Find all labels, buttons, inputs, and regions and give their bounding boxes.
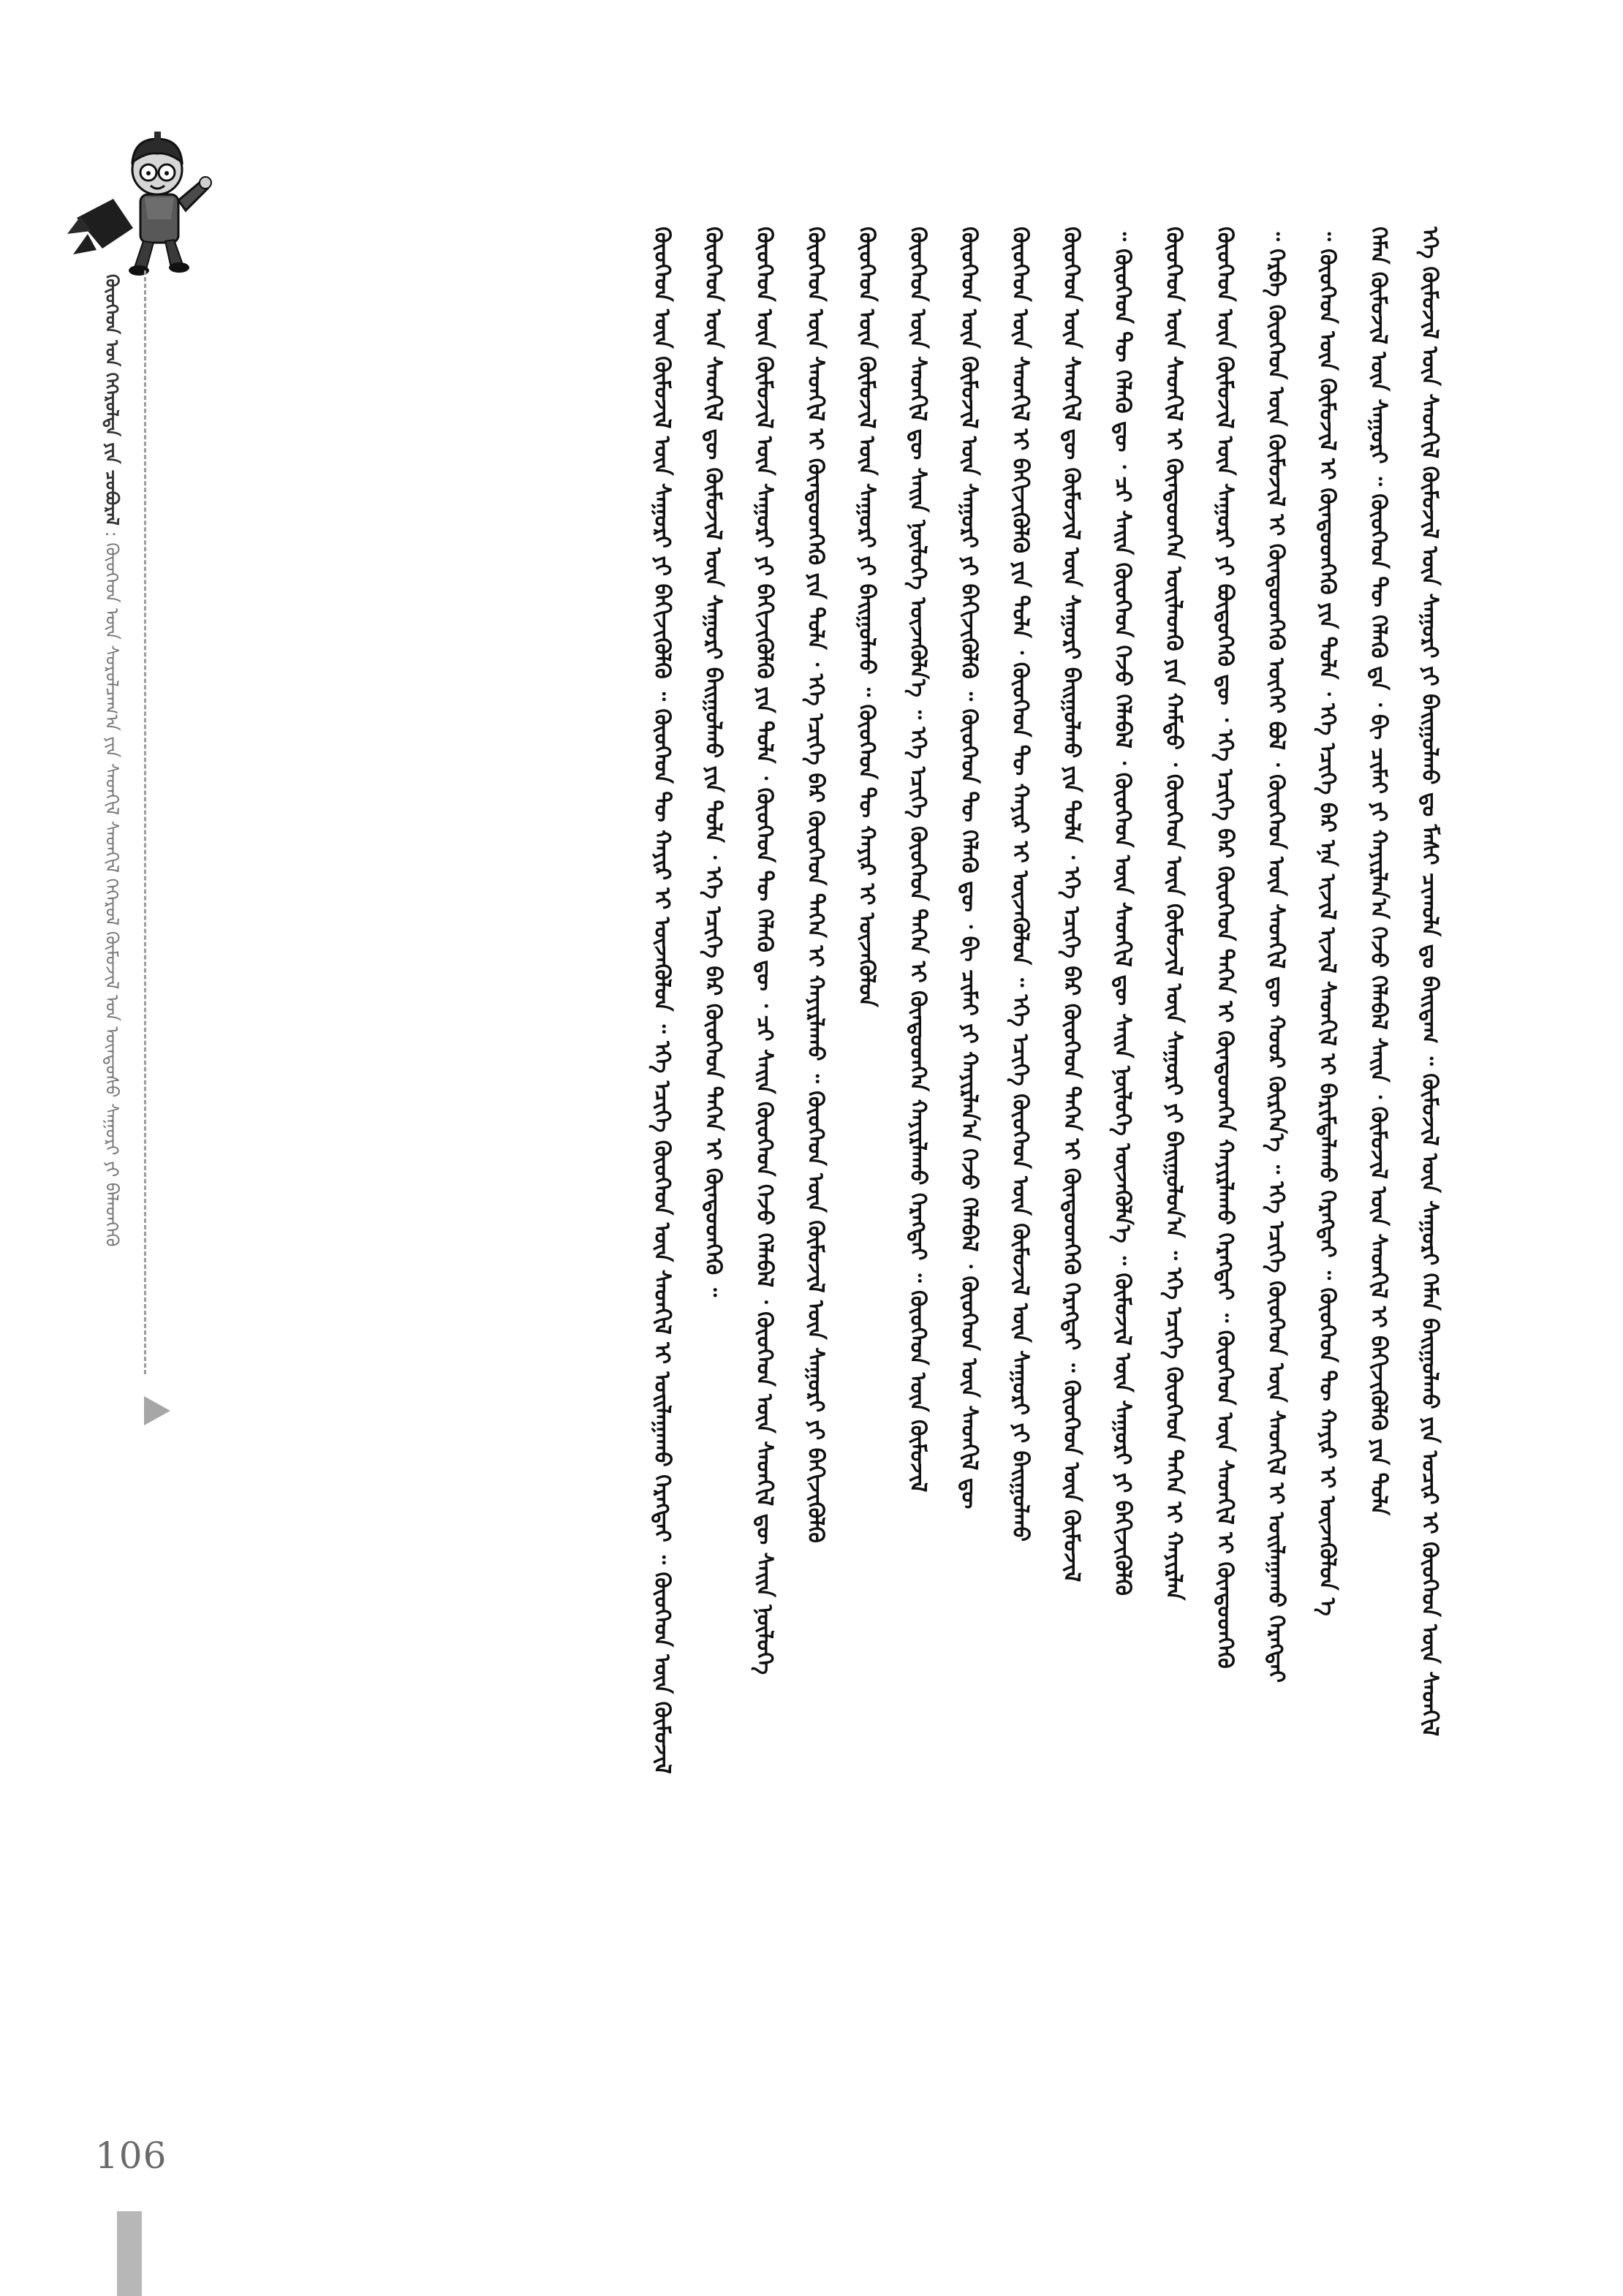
text-column: ᠬᠦᠦᠬᠡᠳ ᠦᠨ ᠰᠡᠳᠬᠢᠯ ᠳᠦ ᠬᠦᠮᠦᠵᠢᠯ ᠦᠨ ᠰᠠᠭᠤᠷᠢ ᠪᠠᠢᠭᠤᠯᠬᠤ ᠶᠢᠨ ᠲᠤᠯᠠ ᠂ ᠡᠬᠡ ᠡᠴᠢᠭᠡ ᠪᠡᠷ ᠬᠦᠦᠬᠡᠳ ᠲᠡᠭᠡᠨ ᠢ ᠬᠦᠨᠳᠦᠳᠬᠡᠬᠦ ᠃ [700,227,726,1297]
text-column: ᠬᠦᠦᠬᠡᠳ ᠦᠨ ᠰᠡᠳᠬᠢᠯ ᠳᠦ ᠰᠠᠢᠨ ᠨᠦᠯᠦᠭᠡ ᠦᠵᠡᠭᠦᠯᠨ᠎ᠡ ᠃ ᠡᠬᠡ ᠡᠴᠢᠭᠡ ᠬᠦᠦᠬᠡᠳ ᠲᠡᠭᠡᠨ ᠢ ᠬᠦᠨᠳᠦᠳᠬᠡᠨ ᠬᠠᠶᠢᠷᠯᠠᠬᠤ ᠬᠡᠷᠡᠭᠲᠡᠢ ᠃ ᠬᠦᠦᠬᠡᠳ ᠦᠨ ᠬᠦᠮᠦᠵᠢᠯ [905,227,931,1493]
text-column: ᠡᠬᠡ ᠬᠦᠮᠦᠵᠢᠯ ᠦᠨ ᠰᠡᠳᠬᠢᠯ ᠬᠦᠮᠦᠵᠢᠯ ᠦᠨ ᠰᠠᠭᠤᠷᠢ ᠶᠢ ᠪᠠᠢᠭᠤᠯᠬᠤ ᠳᠤ ᠮᠠᠰᠢ ᠴᠢᠬᠤᠯᠠ ᠳᠤ ᠪᠠᠢᠳᠠᠭ ᠃ ᠬᠦᠮᠦᠵᠢᠯ ᠦᠨ ᠰᠠᠭᠤᠷᠢ ᠬᠡᠮᠡᠨ ᠪᠠᠢᠭᠤᠯᠬᠤ ᠶᠢᠨ ᠤᠴᠢᠷ ᠢ ᠬᠦᠦᠬᠡᠳ ᠦᠨ ᠰᠡᠳᠬᠢᠯ [1417,227,1442,1737]
running-header-text: ᠬᠦᠦᠬᠡᠳ ᠦᠨ ᠰᠤᠷᠤᠯᠴᠠᠭ᠎ᠠ ᠶᠢᠨ ᠰᠡᠳᠬᠢᠯ ᠰᠡᠳᠬᠢᠯ ᠭᠡᠭᠡᠷᠦᠯ ᠬᠦᠮᠦᠵᠢᠯ ᠤᠨ ᠦᠨᠳᠦᠰᠦ ᠰᠠᠭᠤᠷᠢ ᠶᠢ ᠪᠡᠯᠡᠳᠬᠡᠬᠦ [102,542,122,1247]
text-column: ᠃ ᠬᠦᠦᠬᠡᠳ ᠲᠦ ᠬᠡᠯᠡᠬᠦ ᠳᠦ ᠂ ᠴᠢ ᠰᠠᠢᠨ ᠬᠦᠦᠬᠡᠳ ᠭᠡᠵᠦ ᠬᠡᠯᠡᠪᠡᠯ ᠂ ᠬᠦᠦᠬᠡᠳ ᠦᠨ ᠰᠡᠳᠬᠢᠯ ᠳᠦ ᠰᠠᠢᠨ ᠨᠦᠯᠦᠭᠡ ᠦᠵᠡᠭᠦᠯᠨ᠎ᠡ ᠃ ᠬᠦᠮᠦᠵᠢᠯ ᠦᠨ ᠰᠠᠭᠤᠷᠢ ᠶᠢ ᠪᠡᠬᠢᠵᠢᠭᠦᠯᠬᠦ [1110,227,1135,1596]
text-column: ᠃ ᠬᠦᠦᠬᠡᠳ ᠦᠨ ᠬᠦᠮᠦᠵᠢᠯ ᠢ ᠬᠦᠨᠳᠦᠳᠬᠡᠬᠦ ᠶᠢᠨ ᠲᠤᠯᠠ ᠂ ᠡᠬᠡ ᠡᠴᠢᠭᠡ ᠪᠡᠷ ᠡᠨᠡ ᠢᠵᠢᠯ ᠢᠵᠢᠯ ᠰᠡᠳᠬᠢᠯ ᠢ ᠪᠠᠷᠢᠮᠲᠠᠯᠠᠬᠤ ᠬᠡᠷᠡᠭᠲᠡᠢ ᠃ ᠬᠦᠦᠬᠡᠳ ᠲᠦ ᠬᠠᠶᠢᠷ ᠢ ᠦᠵᠡᠭᠦᠯᠦᠨ ᠡ [1314,227,1340,1616]
text-column: ᠃ ᠬᠡᠷᠪᠡ ᠬᠦᠦᠬᠡᠳ ᠦᠨ ᠬᠦᠮᠦᠵᠢᠯ ᠢ ᠬᠦᠨᠳᠦᠳᠬᠡᠬᠦ ᠦᠭᠡᠢ ᠪᠣᠯ ᠂ ᠬᠦᠦᠬᠡᠳ ᠦᠨ ᠰᠡᠳᠬᠢᠯ ᠳᠦ ᠬᠣᠤᠷ ᠬᠦᠷᠭᠡᠨ᠎ᠡ ᠃ ᠡᠬᠡ ᠡᠴᠢᠭᠡ ᠬᠦᠦᠬᠡᠳ ᠦᠨ ᠰᠡᠳᠬᠢᠯ ᠢ ᠣᠢᠯᠠᠭᠠᠬᠤ ᠬᠡᠷᠡᠭᠲᠡᠢ [1263,227,1289,1683]
mascot-illustration [58,124,227,292]
page-edge-bar [117,2211,142,2296]
text-column: ᠬᠦᠦᠬᠡᠳ ᠦᠨ ᠰᠡᠳᠬᠢᠯ ᠳᠦ ᠬᠦᠮᠦᠵᠢᠯ ᠦᠨ ᠰᠠᠭᠤᠷᠢ ᠪᠠᠢᠭᠤᠯᠬᠤ ᠶᠢᠨ ᠲᠤᠯᠠ ᠂ ᠡᠬᠡ ᠡᠴᠢᠭᠡ ᠪᠡᠷ ᠬᠦᠦᠬᠡᠳ ᠲᠡᠭᠡᠨ ᠢ ᠬᠦᠨᠳᠦᠳᠬᠡᠬᠦ ᠬᠡᠷᠡᠭᠲᠡᠢ ᠃ ᠬᠦᠦᠬᠡᠳ ᠦᠨ ᠬᠦᠮᠦᠵᠢᠯ [1059,227,1084,1583]
page-number: 106 [95,2134,167,2177]
text-column: ᠬᠦᠦᠬᠡᠳ ᠦᠨ ᠬᠦᠮᠦᠵᠢᠯ ᠦᠨ ᠰᠠᠭᠤᠷᠢ ᠶᠢ ᠪᠠᠢᠭᠤᠯᠬᠤ ᠃ ᠬᠦᠦᠬᠡᠳ ᠲᠦ ᠬᠠᠶᠢᠷ ᠢ ᠦᠵᠡᠭᠦᠯᠦᠨ [854,227,879,1007]
text-column: ᠬᠦᠦᠬᠡᠳ ᠦᠨ ᠰᠡᠳᠬᠢᠯ ᠢ ᠬᠦᠨᠳᠦᠳᠬᠡᠬᠦ ᠶᠢᠨ ᠲᠤᠯᠠ ᠂ ᠡᠬᠡ ᠡᠴᠢᠭᠡ ᠪᠡᠷ ᠬᠦᠦᠬᠡᠳ ᠲᠡᠭᠡᠨ ᠢ ᠬᠠᠶᠢᠷᠯᠠᠬᠤ ᠃ ᠬᠦᠦᠬᠡᠳ ᠦᠨ ᠬᠦᠮᠦᠵᠢᠯ ᠦᠨ ᠰᠠᠭᠤᠷᠢ ᠶᠢ ᠪᠡᠬᠢᠵᠢᠭᠦᠯᠬᠦ [803,227,828,1543]
text-column: ᠬᠦᠦᠬᠡᠳ ᠦᠨ ᠬᠦᠮᠦᠵᠢᠯ ᠦᠨ ᠰᠠᠭᠤᠷᠢ ᠶᠢ ᠪᠡᠬᠢᠵᠢᠭᠦᠯᠬᠦ ᠶᠢᠨ ᠲᠤᠯᠠ ᠂ ᠬᠦᠦᠬᠡᠳ ᠲᠦ ᠬᠡᠯᠡᠬᠦ ᠳᠦ ᠂ ᠴᠢ ᠰᠠᠢᠨ ᠬᠦᠦᠬᠡᠳ ᠭᠡᠵᠦ ᠬᠡᠯᠡᠪᠡᠯ ᠂ ᠬᠦᠦᠬᠡᠳ ᠦᠨ ᠰᠡᠳᠬᠢᠯ ᠳᠦ ᠰᠠᠢᠨ ᠨᠦᠯᠦᠭᠡ [752,227,777,1675]
triangle-marker-icon [144,1396,170,1425]
text-column: ᠬᠦᠦᠬᠡᠳ ᠦᠨ ᠬᠦᠮᠦᠵᠢᠯ ᠦᠨ ᠰᠠᠭᠤᠷᠢ ᠶᠢ ᠪᠡᠬᠢᠵᠢᠭᠦᠯᠬᠦ ᠃ ᠬᠦᠦᠬᠡᠳ ᠲᠦ ᠬᠠᠶᠢᠷ ᠢ ᠦᠵᠡᠭᠦᠯᠦᠨ ᠃ ᠡᠬᠡ ᠡᠴᠢᠭᠡ ᠬᠦᠦᠬᠡᠳ ᠦᠨ ᠰᠡᠳᠬᠢᠯ ᠢ ᠣᠢᠯᠠᠭᠠᠬᠤ ᠬᠡᠷᠡᠭᠲᠡᠢ ᠃ ᠬᠦᠦᠬᠡᠳ ᠦᠨ ᠬᠦᠮᠦᠵᠢᠯ [649,227,675,1774]
running-header-prefix: ᠬᠦᠦᠬᠡᠳ ᠤᠨ ᠭᠡᠭᠡᠷᠦᠯᠲᠡ ᠶᠢᠨ ᠴᠤᠪᠤᠷᠠᠯ [102,274,122,526]
running-header: ᠬᠦᠦᠬᠡᠳ ᠤᠨ ᠭᠡᠭᠡᠷᠦᠯᠲᠡ ᠶᠢᠨ ᠴᠤᠪᠤᠷᠠᠯ : ᠬᠦᠦᠬᠡᠳ ᠦᠨ ᠰᠤᠷᠤᠯᠴᠠᠭ᠎ᠠ ᠶᠢᠨ ᠰᠡᠳᠬᠢᠯ ᠰᠡᠳᠬᠢᠯ ᠭᠡᠭᠡᠷᠦᠯ ᠬᠦᠮᠦᠵᠢᠯ ᠤᠨ ᠦᠨᠳᠦᠰᠦ ᠰᠠᠭᠤᠷᠢ ᠶᠢ ᠪᠡᠯᠡᠳᠬᠡᠬᠦ [102,274,122,1247]
text-column: ᠬᠦᠦᠬᠡᠳ ᠦᠨ ᠬᠦᠮᠦᠵᠢᠯ ᠦᠨ ᠰᠠᠭᠤᠷᠢ ᠶᠢ ᠪᠦᠲᠦᠭᠡᠬᠦ ᠳᠦ ᠂ ᠡᠬᠡ ᠡᠴᠢᠭᠡ ᠪᠡᠷ ᠬᠦᠦᠬᠡᠳ ᠲᠡᠭᠡᠨ ᠢ ᠬᠦᠨᠳᠦᠳᠬᠡᠨ ᠬᠠᠶᠢᠷᠯᠠᠬᠤ ᠬᠡᠷᠡᠭᠲᠡᠢ ᠃ ᠬᠦᠦᠬᠡᠳ ᠦᠨ ᠰᠡᠳᠬᠢᠯ ᠢ ᠬᠦᠨᠳᠦᠳᠬᠡᠬᠦ [1212,227,1238,1669]
header-divider [144,270,146,1374]
text-column: ᠬᠦᠦᠬᠡᠳ ᠦᠨ ᠰᠡᠳᠬᠢᠯ ᠢ ᠬᠦᠨᠳᠦᠳᠬᠡᠨ ᠦᠢᠯᠡᠳᠬᠦ ᠶᠢᠨ ᠬᠠᠮᠲᠤ ᠂ ᠬᠦᠦᠬᠡᠳ ᠦᠨ ᠬᠦᠮᠦᠵᠢᠯ ᠦᠨ ᠰᠠᠭᠤᠷᠢ ᠶᠢ ᠪᠠᠢᠭᠤᠯᠤᠨ᠎ᠠ ᠃ ᠡᠬᠡ ᠡᠴᠢᠭᠡ ᠬᠦᠦᠬᠡᠳ ᠲᠡᠭᠡᠨ ᠢ ᠬᠠᠶᠢᠷᠯᠠᠨ [1161,227,1187,1601]
text-column: ᠬᠦᠦᠬᠡᠳ ᠦᠨ ᠬᠦᠮᠦᠵᠢᠯ ᠦᠨ ᠰᠠᠭᠤᠷᠢ ᠶᠢ ᠪᠡᠬᠢᠵᠢᠭᠦᠯᠬᠦ ᠃ ᠬᠦᠦᠬᠡᠳ ᠲᠦ ᠬᠡᠯᠡᠬᠦ ᠳᠦ ᠂ ᠪᠢ ᠴᠢᠮᠠᠢ ᠶᠢ ᠬᠠᠶᠢᠷᠯᠠᠨ᠎ᠠ ᠭᠡᠵᠦ ᠬᠡᠯᠡᠪᠡᠯ ᠂ ᠬᠦᠦᠬᠡᠳ ᠦᠨ ᠰᠡᠳᠬᠢᠯ ᠳᠦ [956,227,982,1509]
text-column: ᠬᠦᠦᠬᠡᠳ ᠦᠨ ᠰᠡᠳᠬᠢᠯ ᠢ ᠪᠡᠬᠢᠵᠢᠭᠦᠯᠬᠦ ᠶᠢᠨ ᠲᠤᠯᠠ ᠂ ᠬᠦᠦᠬᠡᠳ ᠲᠦ ᠬᠠᠶᠢᠷ ᠢ ᠦᠵᠡᠭᠦᠯᠦᠨ ᠃ ᠡᠬᠡ ᠡᠴᠢᠭᠡ ᠬᠦᠦᠬᠡᠳ ᠦᠨ ᠬᠦᠮᠦᠵᠢᠯ ᠦᠨ ᠰᠠᠭᠤᠷᠢ ᠶᠢ ᠪᠠᠢᠭᠤᠯᠬᠤ [1007,227,1033,1542]
text-column: ᠬᠡᠮᠡᠨ ᠬᠦᠮᠦᠵᠢᠯ ᠦᠨ ᠰᠠᠭᠤᠷᠢ ᠃ ᠬᠦᠦᠬᠡᠳ ᠲᠦ ᠬᠡᠯᠡᠬᠦ ᠳᠡ ᠂ ᠪᠢ ᠴᠢᠮᠠᠢ ᠶᠢ ᠬᠠᠶᠢᠷᠯᠠᠨ᠎ᠠ ᠭᠡᠵᠦ ᠬᠡᠯᠡᠪᠡᠯ ᠰᠠᠢᠨ ᠂ ᠬᠦᠮᠦᠵᠢᠯ ᠦᠨ ᠰᠡᠳᠬᠢᠯ ᠢ ᠪᠡᠬᠢᠵᠢᠭᠦᠯᠬᠦ ᠶᠢᠨ ᠲᠤᠯᠠ [1366,227,1391,1516]
